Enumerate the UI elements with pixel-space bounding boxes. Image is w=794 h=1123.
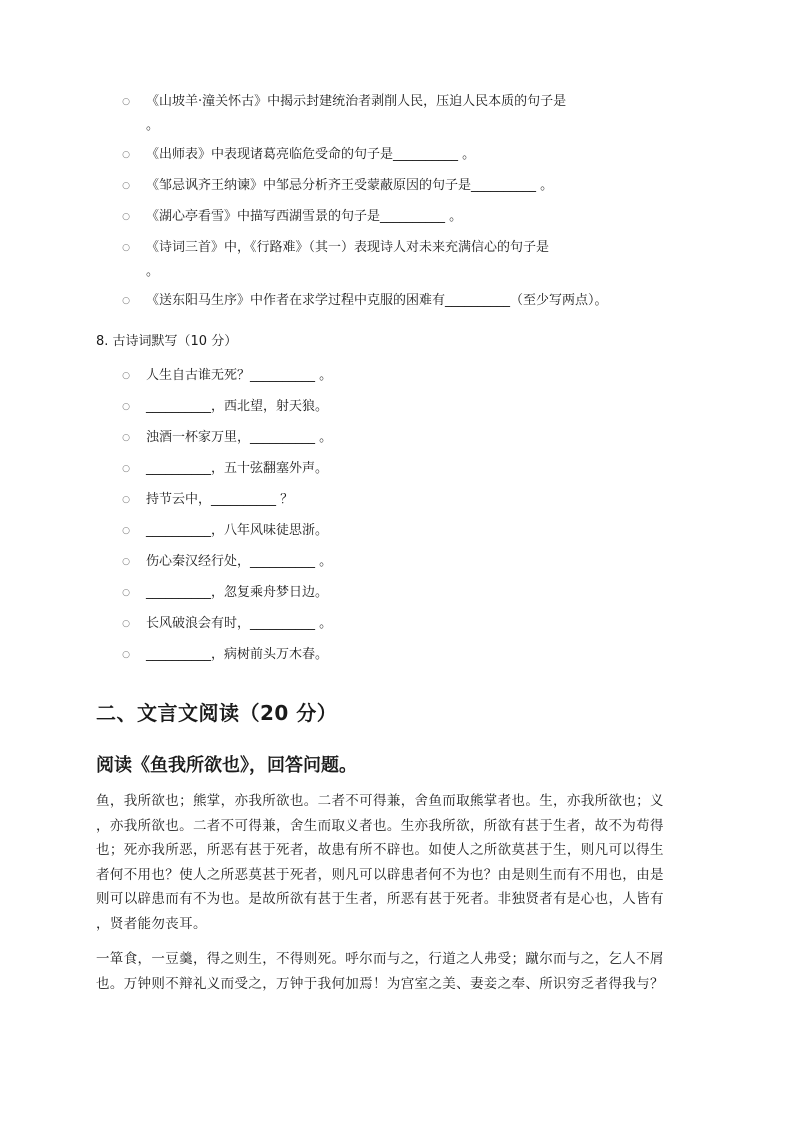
passage-line: 则可以辟患而有不为也。是故所欲有甚于生者，所恶有甚于死者。非独贤者有是心也，人皆有 bbox=[96, 891, 664, 907]
section-8-label: 8. 古诗词默写（10 分） bbox=[96, 334, 238, 349]
passage-line: 一箪食，一豆羹，得之则生，不得则死。呼尔而与之，行道之人弗受；蹴尔而与之，乞人不屑 bbox=[96, 951, 664, 967]
reading-heading: 阅读《鱼我所欲也》，回答问题。 bbox=[96, 755, 357, 776]
bullet-icon: ○ bbox=[122, 150, 130, 160]
list-item bbox=[0, 456, 794, 482]
list-item bbox=[0, 235, 794, 283]
bullet-icon: ○ bbox=[122, 433, 130, 443]
list-item-text: __________，病树前头万木春。 bbox=[146, 647, 329, 662]
passage-line: ，亦我所欲也。二者不可得兼，舍生而取义者也。生亦我所欲，所欲有甚于生者，故不为苟得 bbox=[96, 817, 664, 834]
list-item bbox=[0, 394, 794, 420]
passage-paragraph-1 bbox=[96, 789, 702, 936]
bullet-icon: ○ bbox=[122, 212, 130, 222]
list-item bbox=[0, 518, 794, 544]
bullet-icon: ○ bbox=[122, 371, 130, 381]
list-item bbox=[0, 425, 794, 451]
bullet-icon: ○ bbox=[122, 464, 130, 474]
bullet-icon: ○ bbox=[122, 619, 130, 629]
bullet-icon: ○ bbox=[122, 243, 130, 253]
list-item-text: 伤心秦汉经行处，__________ 。 bbox=[146, 554, 333, 569]
section-heading: 二、文言文阅读（20 分） bbox=[96, 701, 338, 725]
poem-recitation-list bbox=[0, 363, 794, 673]
list-item-text: 浊酒一杯家万里，__________ 。 bbox=[146, 430, 333, 445]
question-list-top bbox=[0, 89, 794, 319]
passage-line: 鱼，我所欲也；熊掌，亦我所欲也。二者不可得兼，舍鱼而取熊掌者也。生，亦我所欲也；义 bbox=[96, 793, 664, 809]
list-item-continuation: 。 bbox=[146, 118, 160, 133]
bullet-icon: ○ bbox=[122, 402, 130, 412]
bullet-icon: ○ bbox=[122, 97, 130, 107]
list-item bbox=[0, 89, 794, 137]
bullet-icon: ○ bbox=[122, 181, 130, 191]
passage-line: 也。万钟则不辩礼义而受之，万钟于我何加焉！为宫室之美、妻妾之奉、所识穷乏者得我与？ bbox=[96, 975, 664, 992]
list-item-text: 持节云中，__________ ？ bbox=[146, 492, 294, 507]
bullet-icon: ○ bbox=[122, 296, 130, 306]
list-item bbox=[0, 549, 794, 575]
list-item bbox=[0, 363, 794, 389]
list-item-text: 《出师表》中表现诸葛亮临危受命的句子是__________ 。 bbox=[146, 147, 476, 162]
passage-line: 也；死亦我所恶，所恶有甚于死者，故患有所不辟也。如使人之所欲莫甚于生，则凡可以得生 bbox=[96, 842, 664, 858]
list-item-text: 《送东阳马生序》中作者在求学过程中克服的困难有__________（至少写两点）。 bbox=[146, 293, 608, 308]
list-item bbox=[0, 642, 794, 668]
passage-line: 者何不用也？使人之所恶莫甚于死者，则凡可以辟患者何不为也？由是则生而有不用也，由是 bbox=[96, 866, 664, 883]
list-item-text: 《诗词三首》中，《行路难》（其一）表现诗人对未来充满信心的句子是 bbox=[146, 240, 550, 255]
list-item bbox=[0, 173, 794, 199]
list-item-text: 《湖心亭看雪》中描写西湖雪景的句子是__________ 。 bbox=[146, 209, 463, 224]
list-item bbox=[0, 288, 794, 314]
bullet-icon: ○ bbox=[122, 495, 130, 505]
bullet-icon: ○ bbox=[122, 650, 130, 660]
list-item bbox=[0, 204, 794, 230]
list-item-text: 长风破浪会有时，__________ 。 bbox=[146, 616, 333, 631]
passage-line: ，贤者能勿丧耳。 bbox=[96, 915, 207, 932]
list-item-text: 《邹忌讽齐王纳谏》中邹忌分析齐王受蒙蔽原因的句子是__________ 。 bbox=[146, 178, 554, 193]
list-item bbox=[0, 487, 794, 513]
list-item-text: __________，忽复乘舟梦日边。 bbox=[146, 585, 329, 600]
passage-paragraph-2 bbox=[96, 947, 702, 996]
list-item bbox=[0, 611, 794, 637]
bullet-icon: ○ bbox=[122, 526, 130, 536]
list-item-text: 人生自古谁无死？__________ 。 bbox=[146, 368, 333, 383]
list-item bbox=[0, 580, 794, 606]
list-item-text: __________，八年风味徒思浙。 bbox=[146, 523, 329, 538]
list-item bbox=[0, 142, 794, 168]
list-item-text: __________，五十弦翻塞外声。 bbox=[146, 461, 329, 476]
bullet-icon: ○ bbox=[122, 557, 130, 567]
bullet-icon: ○ bbox=[122, 588, 130, 598]
list-item-continuation: 。 bbox=[146, 264, 160, 279]
list-item-text: __________，西北望，射天狼。 bbox=[146, 399, 329, 414]
list-item-text: 《山坡羊·潼关怀古》中揭示封建统治者剥削人民，压迫人民本质的句子是 bbox=[146, 94, 567, 109]
